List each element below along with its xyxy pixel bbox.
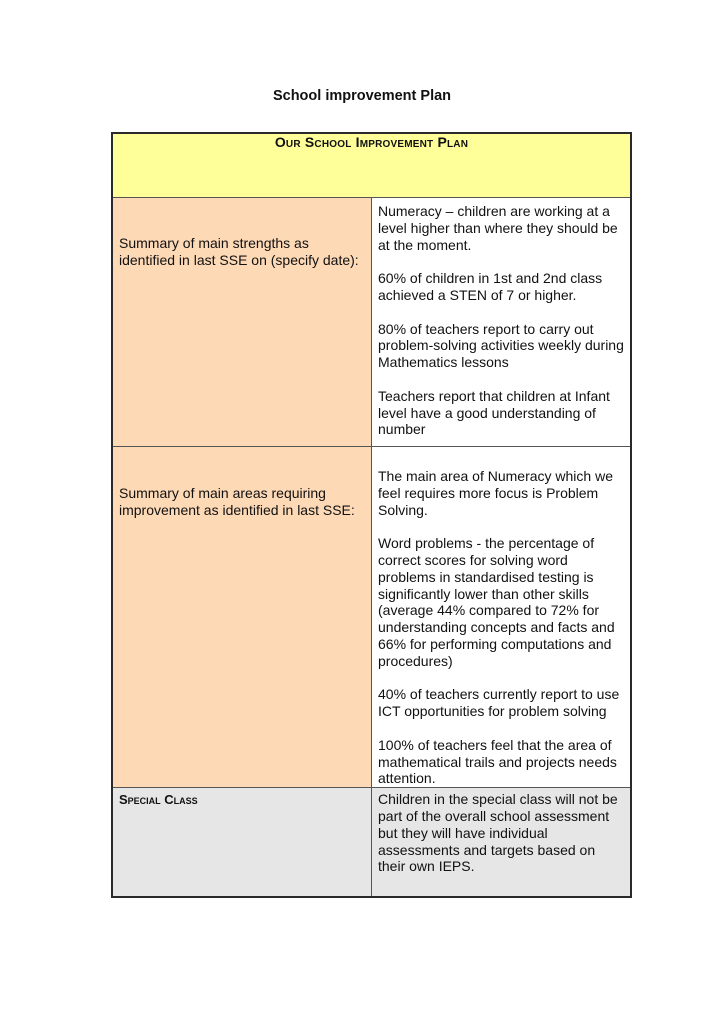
improvement-label: Summary of main areas requiring improvement as identified in last SSE: [119,485,355,518]
strengths-label: Summary of main strengths as identified in last SSE on (specify date): [119,235,359,268]
improvement-item: The main area of Numeracy which we feel requires more focus is Problem Solving. [378,468,613,518]
improvement-item: Word problems - the percentage of correct scores for solving word problems in standardised testing is significantly lower than other skills (average 44% compared to 72% for understanding concepts and facts and 66% for performing computations and procedures) [378,535,615,669]
special-class-item: Children in the special class will not be part of the overall school assessment but they will have individual assessments and targets based on their own IEPS. [378,791,618,875]
special-class-label-cell [112,788,372,897]
improvement-item: 100% of teachers feel that the area of mathematical trails and projects needs attention. [378,736,617,787]
document-title: School improvement Plan [272,88,452,104]
improvement-item: 40% of teachers currently report to use ICT opportunities for problem solving [378,686,620,720]
improvement-label-cell [112,447,372,788]
special-class-content-cell [372,788,632,897]
strength-item: Numeracy – children are working at a level higher than where they should be at the moment. [378,203,618,253]
strength-item: 80% of teachers report to carry out problem-solving activities weekly during Mathematics lessons [378,320,624,371]
special-class-label: Special Class [119,792,198,808]
table-header: Our School Improvement Plan [112,133,631,198]
improvement-areas-row [112,447,631,788]
strength-item: Teachers report that children at Infant level have a good understanding of number [378,387,610,438]
school-improvement-plan-table [111,132,632,898]
improvement-content-cell [372,447,632,788]
strengths-row [112,198,631,447]
strengths-label-cell [112,198,372,447]
strengths-content-cell [372,198,632,447]
strength-item: 60% of children in 1st and 2nd class achieved a STEN of 7 or higher. [378,270,603,303]
special-class-row [112,788,631,897]
table-header-row [112,133,631,198]
